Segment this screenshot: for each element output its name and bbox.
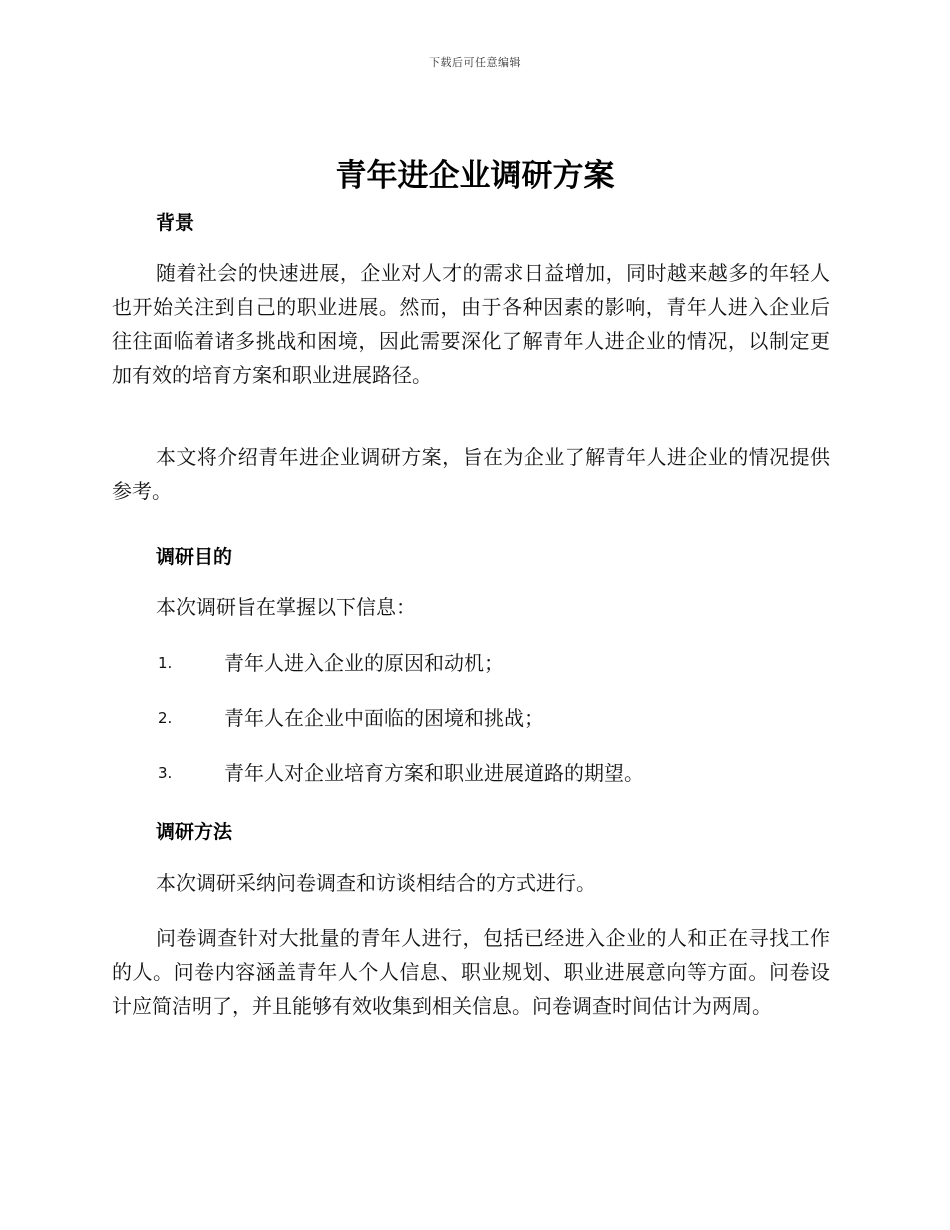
heading-background: 背景 [156, 212, 195, 234]
list-text: 青年人在企业中面临的困境和挑战； [224, 706, 544, 730]
list-item [158, 756, 644, 790]
list-text: 青年人进入企业的原因和动机； [224, 651, 504, 675]
purpose-intro: 本次调研旨在掌握以下信息： [156, 595, 416, 619]
background-paragraph-2: 本文将介绍青年进企业调研方案，旨在为企业了解青年人进企业的情况提供参考。 [112, 445, 830, 503]
page-header: 下载后可任意编辑 [429, 56, 521, 69]
list-item [158, 646, 504, 680]
list-number: 2. [158, 709, 173, 727]
document-title: 青年进企业调研方案 [335, 158, 615, 194]
method-intro: 本次调研采纳问卷调查和访谈相结合的方式进行。 [156, 871, 596, 895]
heading-method: 调研方法 [156, 821, 233, 843]
list-number: 3. [158, 764, 173, 782]
list-text: 青年人对企业培育方案和职业进展道路的期望。 [224, 761, 644, 785]
list-number: 1. [158, 654, 173, 672]
heading-purpose: 调研目的 [156, 546, 233, 568]
background-paragraph-1: 随着社会的快速进展，企业对人才的需求日益增加，同时越来越多的年轻人也开始关注到自己的职业进展。然而，由于各种因素的影响，青年人进入企业后往往面临着诸多挑战和困境，因此需要深化了解青年人进企业的情况，以制定更加有效的培育方案和职业进展路径。 [112, 261, 830, 387]
method-paragraph-1: 问卷调查针对大批量的青年人进行，包括已经进入企业的人和正在寻找工作的人。问卷内容涵盖青年人个人信息、职业规划、职业进展意向等方面。问卷设计应简洁明了，并且能够有效收集到相关信息。问卷调查时间估计为两周。 [112, 926, 830, 1018]
list-item [158, 701, 544, 735]
